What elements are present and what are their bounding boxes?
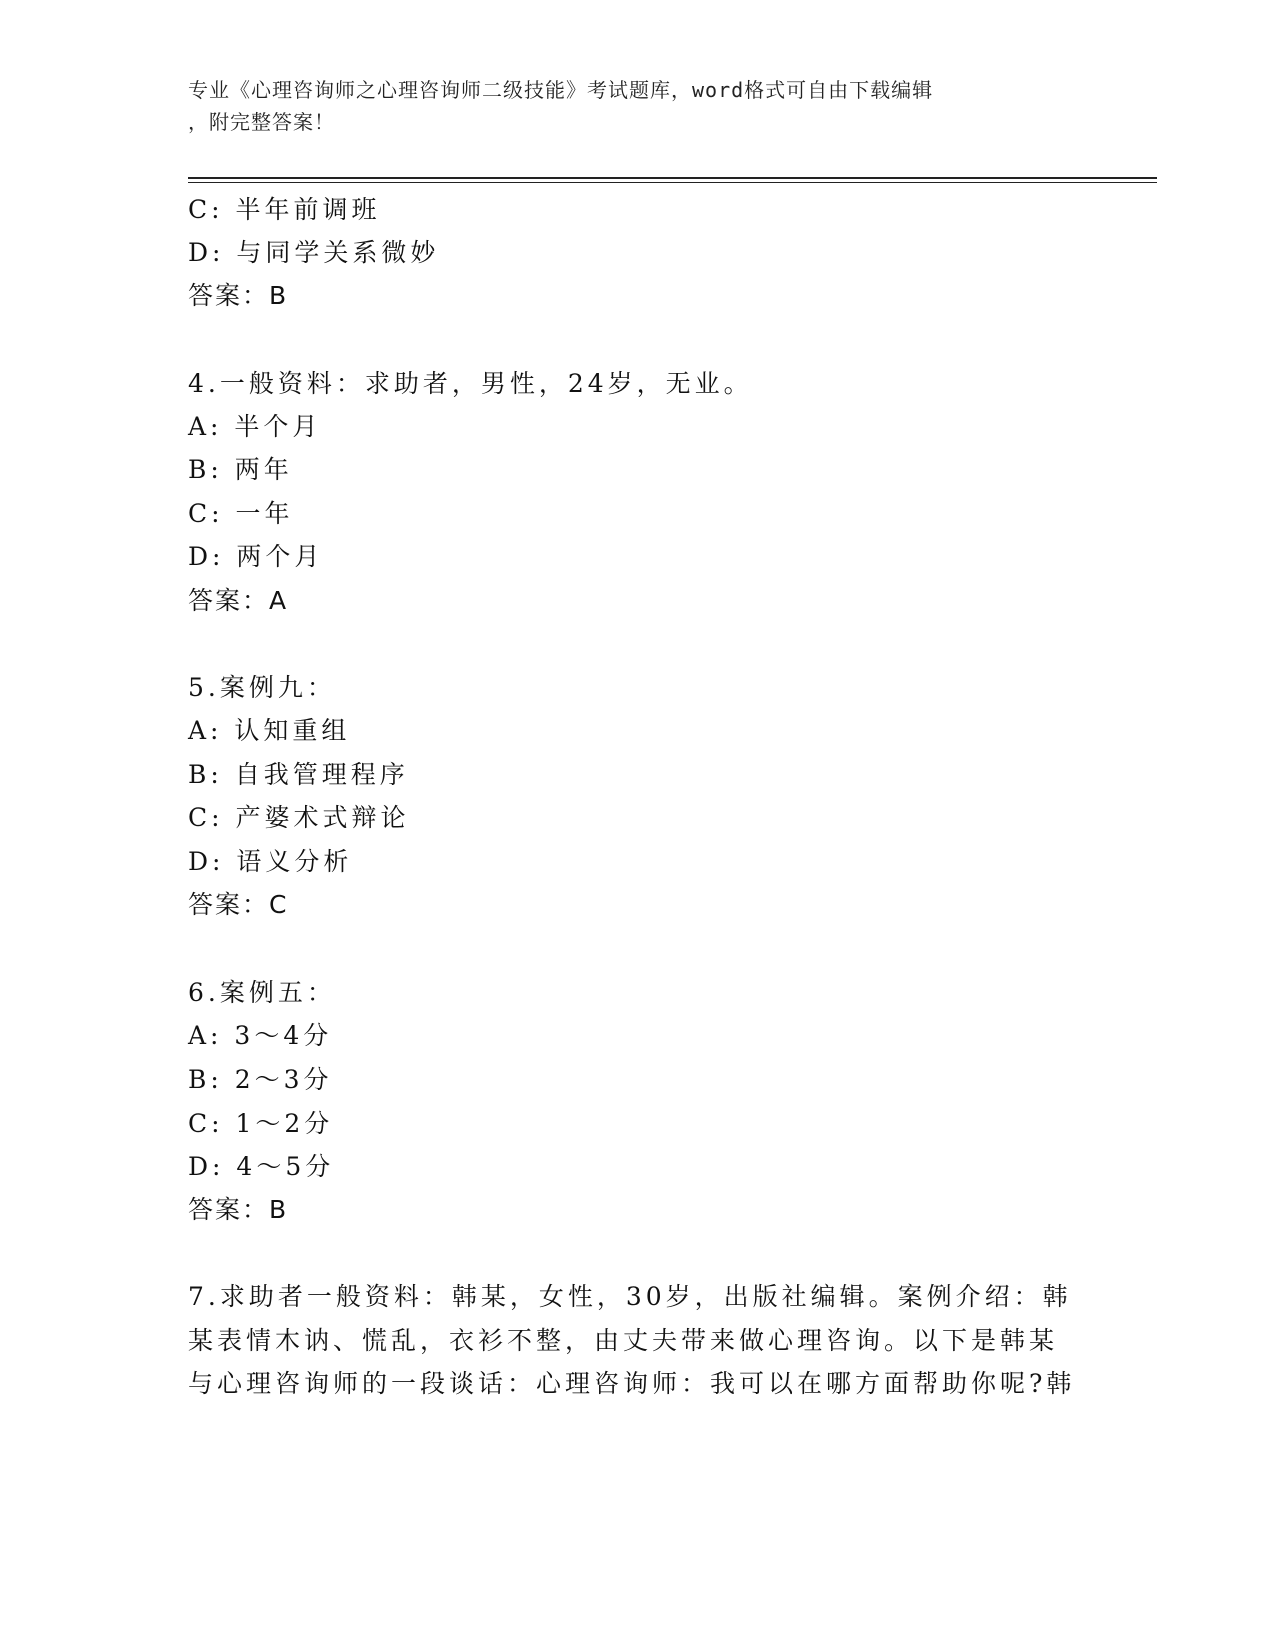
- q6-option-d: D: 4～5分: [188, 1152, 335, 1181]
- q3-option-d: D: 与同学关系微妙: [188, 238, 440, 267]
- q4-option-d: D: 两个月: [188, 542, 324, 571]
- q6-option-c: C: 1～2分: [188, 1109, 334, 1138]
- q6-option-a: A: 3～4分: [188, 1021, 333, 1050]
- q5-option-a: A: 认知重组: [188, 716, 351, 745]
- q5-option-d: D: 语义分析: [188, 847, 353, 876]
- q5-answer: 答案：C: [188, 890, 289, 919]
- header-divider-thick: [188, 177, 1157, 179]
- q7-text-line-1: 7.求助者一般资料：韩某，女性，30岁，出版社编辑。案例介绍：韩: [188, 1282, 1072, 1311]
- q4-question: 4.一般资料：求助者，男性，24岁，无业。: [188, 369, 753, 398]
- q4-option-a: A: 半个月: [188, 412, 322, 441]
- q3-answer: 答案：B: [188, 281, 289, 310]
- q5-option-b: B: 自我管理程序: [188, 760, 409, 789]
- q6-option-b: B: 2～3分: [188, 1065, 333, 1094]
- q6-question: 6.案例五：: [188, 978, 336, 1007]
- q4-option-b: B: 两年: [188, 455, 293, 484]
- header-divider-thin: [188, 182, 1157, 183]
- q4-option-c: C: 一年: [188, 499, 294, 528]
- q3-option-c: C: 半年前调班: [188, 195, 381, 224]
- header-title-continuation: ，附完整答案！: [188, 110, 335, 134]
- q5-option-c: C: 产婆术式辩论: [188, 803, 410, 832]
- q7-text-line-2: 某表情木讷、慌乱，衣衫不整，由丈夫带来做心理咨询。以下是韩某: [188, 1326, 1059, 1355]
- q4-answer: 答案：A: [188, 586, 289, 615]
- document-header: [188, 74, 1088, 138]
- q6-answer: 答案：B: [188, 1195, 289, 1224]
- q5-question: 5.案例九：: [188, 673, 336, 702]
- q7-text-line-3: 与心理咨询师的一段谈话：心理咨询师：我可以在哪方面帮助你呢?韩: [188, 1369, 1076, 1398]
- header-title-line: 专业《心理咨询师之心理咨询师二级技能》考试题库，word格式可自由下载编辑: [188, 78, 934, 102]
